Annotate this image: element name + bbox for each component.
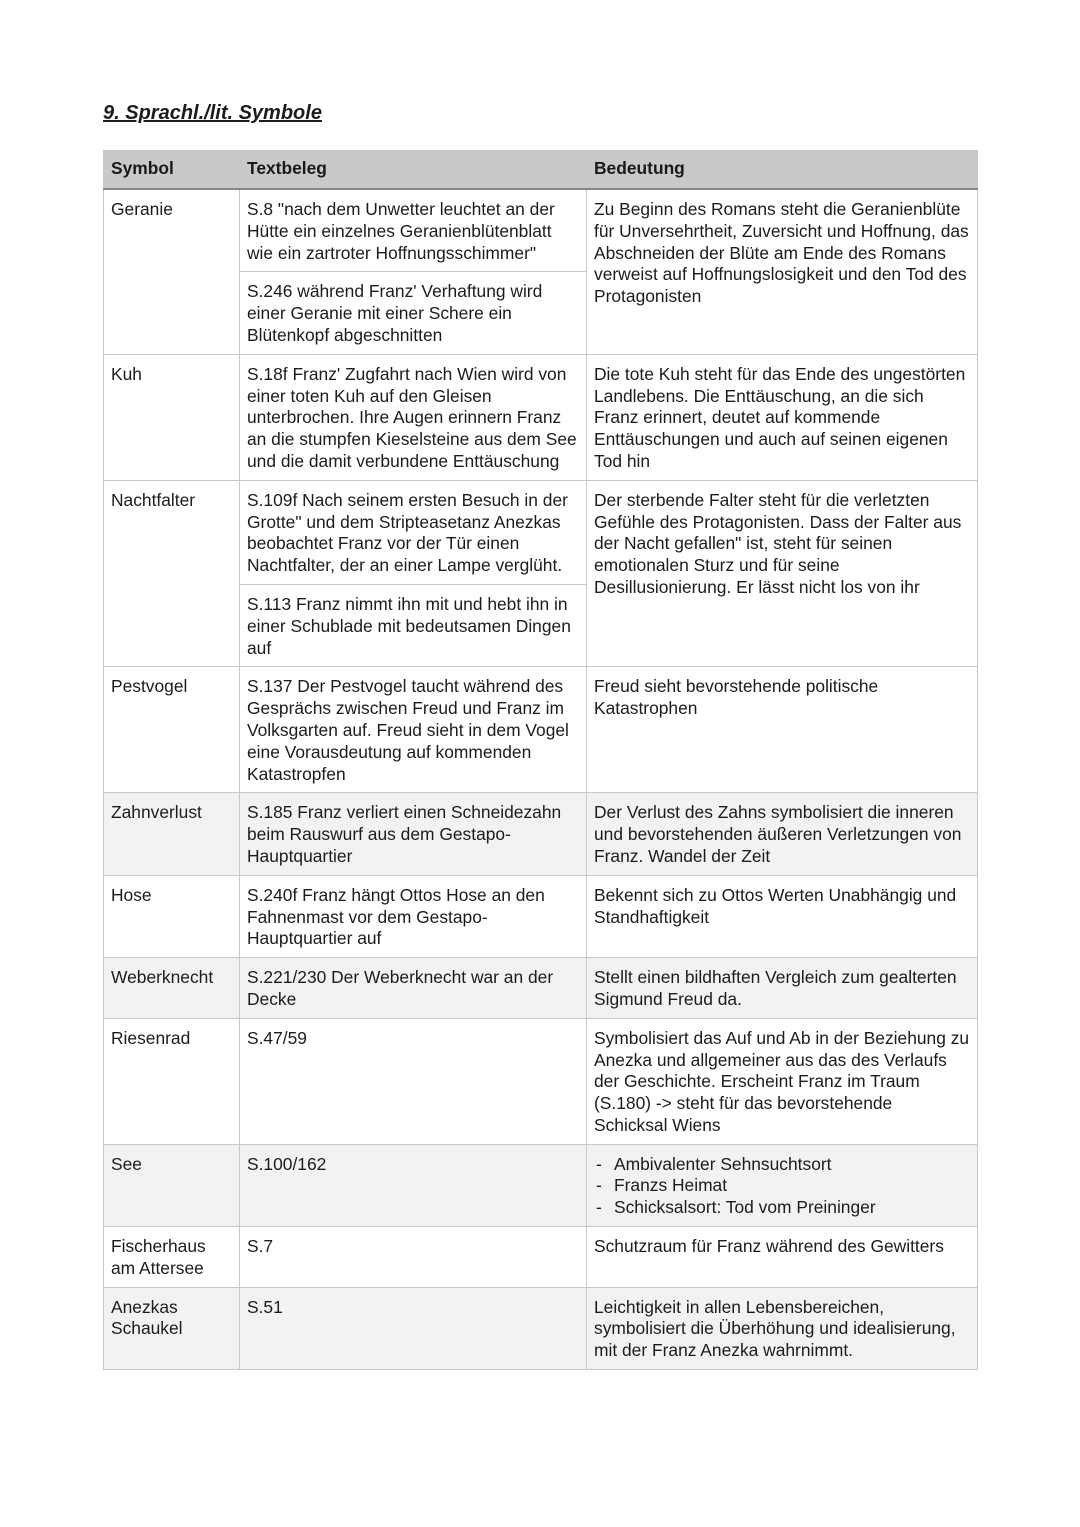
table-header-row [104,151,978,190]
symbol-cell: Geranie [104,189,240,354]
symbol-cell: Nachtfalter [104,480,240,667]
textbeleg-cell: S.18f Franz' Zugfahrt nach Wien wird von einer toten Kuh auf den Gleisen unterbrochen. Ihre Augen erinnern Franz an die stumpfen Kieselsteine aus dem See und die damit verbundene Enttäuschung [240,354,587,480]
bedeutung-cell: Symbolisiert das Auf und Ab in der Beziehung zu Anezka und allgemeiner aus das des Verlaufs der Geschichte. Erscheint Franz im Traum (S.180) -> steht für das bevorstehende Schicksal Wiens [587,1018,978,1144]
table-row [104,1144,978,1226]
table-row [104,1227,978,1288]
table-row [104,667,978,793]
table-row [104,958,978,1019]
bedeutung-cell: Schutzraum für Franz während des Gewitters [587,1227,978,1288]
symbol-cell: See [104,1144,240,1226]
textbeleg-cell [240,189,587,354]
bedeutung-cell: Der Verlust des Zahns symbolisiert die inneren und bevorstehenden äußeren Verletzungen von Franz. Wandel der Zeit [587,793,978,875]
textbeleg-entry: S.113 Franz nimmt ihn mit und hebt ihn in einer Schublade mit bedeutsamen Dingen auf [240,584,586,666]
symbol-table [103,150,978,1370]
bedeutung-cell [587,1144,978,1226]
bedeutung-cell: Bekennt sich zu Ottos Werten Unabhängig und Standhaftigkeit [587,875,978,957]
table-row [104,189,978,354]
bedeutung-cell: Die tote Kuh steht für das Ende des ungestörten Landlebens. Die Enttäuschung, an die sich Franz erinnert, deutet auf kommende Enttäuschungen und auch auf seinen eigenen Tod hin [587,354,978,480]
header-bedeutung: Bedeutung [587,151,978,190]
table-row [104,875,978,957]
bedeutung-cell: Der sterbende Falter steht für die verletzten Gefühle des Protagonisten. Dass der Falter aus der Nacht gefallen" ist, steht für seinen emotionalen Sturz und für seine Desillusionierung. Er lässt nicht los von ihr [587,480,978,667]
bedeutung-cell: Freud sieht bevorstehende politische Katastrophen [587,667,978,793]
textbeleg-cell: S.47/59 [240,1018,587,1144]
textbeleg-cell: S.100/162 [240,1144,587,1226]
list-item: - Franzs Heimat [594,1175,970,1197]
bedeutung-cell: Zu Beginn des Romans steht die Geranienblüte für Unversehrtheit, Zuversicht und Hoffnung, das Abschneiden der Blüte am Ende des Romans verweist auf Hoffnungslosigkeit und den Tod des Protagonisten [587,189,978,354]
bedeutung-list [594,1154,970,1219]
textbeleg-cell: S.221/230 Der Weberknecht war an der Decke [240,958,587,1019]
table-row [104,1287,978,1369]
bedeutung-cell: Leichtigkeit in allen Lebensbereichen, symbolisiert die Überhöhung und idealisierung, mit der Franz Anezka wahrnimmt. [587,1287,978,1369]
textbeleg-cell: S.51 [240,1287,587,1369]
header-textbeleg: Textbeleg [240,151,587,190]
textbeleg-entry: S.8 "nach dem Unwetter leuchtet an der Hütte ein einzelnes Geranienblütenblatt wie ein zartroter Hoffnungsschimmer" [247,199,555,263]
list-item: - Ambivalenter Sehnsuchtsort [594,1154,970,1176]
symbol-cell: Weberknecht [104,958,240,1019]
table-row [104,480,978,667]
header-symbol: Symbol [104,151,240,190]
textbeleg-cell [240,480,587,667]
textbeleg-entry: S.246 während Franz' Verhaftung wird einer Geranie mit einer Schere ein Blütenkopf abgeschnitten [240,271,586,353]
textbeleg-cell: S.137 Der Pestvogel taucht während des Gesprächs zwischen Freud und Franz im Volksgarten auf. Freud sieht in dem Vogel eine Vorausdeutung auf kommenden Katastropfen [240,667,587,793]
symbol-cell: Riesenrad [104,1018,240,1144]
bedeutung-cell: Stellt einen bildhaften Vergleich zum gealterten Sigmund Freud da. [587,958,978,1019]
section-heading: 9. Sprachl./lit. Symbole [103,102,322,124]
table-row [104,354,978,480]
textbeleg-cell: S.7 [240,1227,587,1288]
list-item: - Schicksalsort: Tod vom Preininger [594,1197,970,1219]
table-row [104,1018,978,1144]
textbeleg-cell: S.240f Franz hängt Ottos Hose an den Fahnenmast vor dem Gestapo-Hauptquartier auf [240,875,587,957]
textbeleg-entry: S.109f Nach seinem ersten Besuch in der Grotte" und dem Stripteasetanz Anezkas beobachtet Franz vor der Tür einen Nachtfalter, der an einer Lampe verglüht. [247,489,568,576]
symbol-cell: Pestvogel [104,667,240,793]
symbol-cell: Kuh [104,354,240,480]
symbol-cell: Hose [104,875,240,957]
table-row [104,793,978,875]
symbol-cell: Fischerhaus am Attersee [104,1227,240,1288]
symbol-cell: Zahnverlust [104,793,240,875]
symbol-cell: Anezkas Schaukel [104,1287,240,1369]
textbeleg-cell: S.185 Franz verliert einen Schneidezahn beim Rauswurf aus dem Gestapo-Hauptquartier [240,793,587,875]
